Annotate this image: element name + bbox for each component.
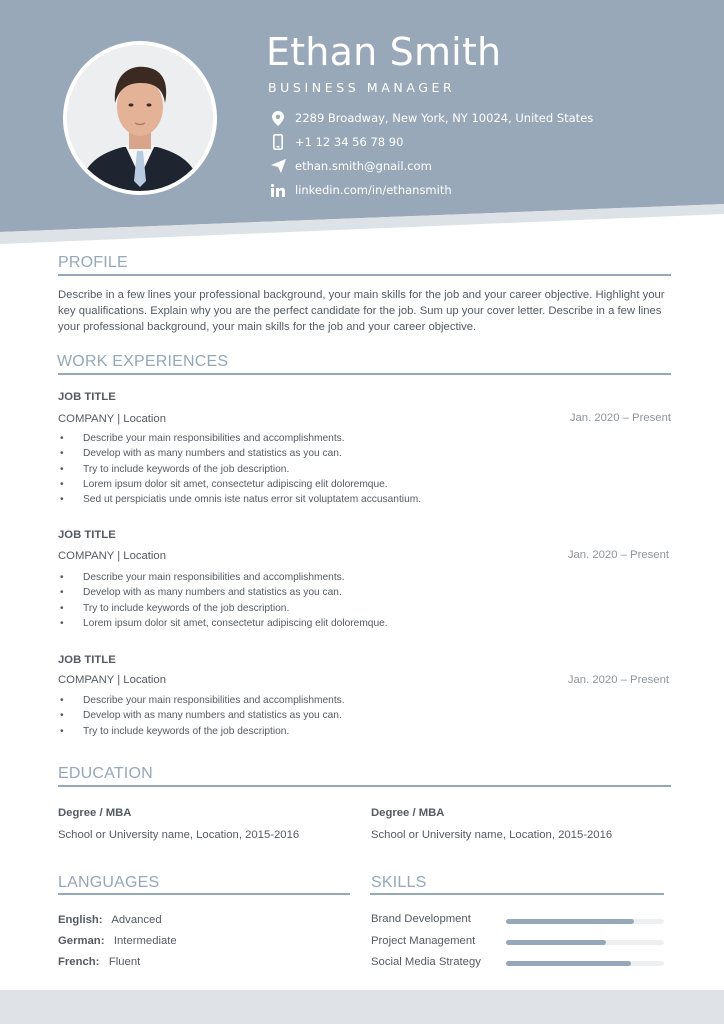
profile-rule	[58, 274, 671, 276]
candidate-role: BUSINESS MANAGER	[268, 80, 456, 95]
job-date: Jan. 2020 – Present	[567, 674, 669, 686]
contact-linkedin-text: linkedin.com/in/ethansmith	[295, 183, 452, 197]
language-name: German:	[58, 935, 105, 947]
skill-bar-fill	[506, 919, 634, 924]
job-title: JOB TITLE	[58, 529, 116, 541]
location-pin-icon	[269, 110, 287, 126]
education-degree: Degree / MBA	[58, 807, 132, 819]
language-level: Advanced	[111, 914, 162, 926]
job-date: Jan. 2020 – Present	[569, 412, 671, 424]
profile-photo	[63, 41, 217, 195]
list-item: • Describe your main responsibilities and accomplishments.	[58, 431, 421, 446]
skill-bar-fill	[506, 961, 631, 966]
list-item: • Describe your main responsibilities and accomplishments.	[58, 693, 345, 708]
contact-phone-text: +1 12 34 56 78 90	[295, 135, 404, 149]
contact-email-text: ethan.smith@gnail.com	[295, 159, 432, 173]
language-level: Fluent	[108, 956, 141, 968]
job-title: JOB TITLE	[58, 654, 116, 666]
list-item: • Develop with as many numbers and statistics as you can.	[58, 446, 421, 461]
contact-phone	[269, 134, 403, 150]
work-heading: WORK EXPERIENCES	[57, 353, 229, 370]
language-level: Intermediate	[113, 935, 177, 947]
contact-address	[269, 110, 593, 126]
job-company: COMPANY | Location	[58, 674, 166, 686]
skill-name: Brand Development	[371, 913, 471, 925]
job-bullets	[58, 431, 421, 507]
education-rule	[58, 785, 671, 787]
skill-bar-fill	[506, 940, 606, 945]
list-item: • Lorem ipsum dolor sit amet, consectetur adipiscing elit doloremque.	[58, 616, 388, 631]
education-school: School or University name, Location, 2015-2016	[371, 829, 613, 841]
list-item: • Develop with as many numbers and statistics as you can.	[58, 585, 388, 600]
portrait-illustration	[67, 45, 213, 191]
language-item	[58, 935, 177, 947]
language-item	[58, 914, 162, 926]
contact-address-text: 2289 Broadway, New York, NY 10024, United States	[295, 111, 594, 125]
skills-heading: SKILLS	[371, 874, 427, 891]
send-icon	[269, 158, 287, 174]
education-heading: EDUCATION	[58, 765, 153, 782]
skills-rule	[370, 893, 664, 895]
language-name: English:	[58, 914, 103, 926]
skill-bar	[506, 940, 664, 945]
skill-name: Project Management	[371, 935, 476, 947]
skill-bar	[506, 961, 664, 966]
education-school: School or University name, Location, 2015-2016	[58, 829, 300, 841]
education-degree: Degree / MBA	[371, 807, 445, 819]
profile-heading: PROFILE	[58, 254, 128, 271]
list-item: • Try to include keywords of the job description.	[58, 601, 388, 616]
list-item: • Develop with as many numbers and statistics as you can.	[58, 708, 345, 723]
work-rule	[58, 373, 671, 375]
languages-heading: LANGUAGES	[58, 874, 160, 891]
footer-band	[0, 990, 724, 1024]
contact-email[interactable]	[269, 158, 432, 174]
contact-linkedin[interactable]	[269, 182, 452, 198]
language-name: French:	[58, 956, 100, 968]
languages-rule	[58, 893, 350, 895]
job-title: JOB TITLE	[58, 391, 116, 403]
profile-text: Describe in a few lines your professional background, your main skills for the job and your career objective. Highlight your key qualifications. Explain why you are the perfect candidate for the job. Sum up your cover letter. Describe in a few lines your professional background, your main skills for the job and your career objective.	[58, 289, 665, 333]
candidate-name: Ethan Smith	[266, 30, 502, 74]
phone-icon	[269, 134, 287, 150]
job-bullets	[58, 570, 388, 631]
list-item: • Sed ut perspiciatis unde omnis iste natus error sit voluptatem accusantium.	[58, 492, 421, 507]
list-item: • Try to include keywords of the job description.	[58, 724, 345, 739]
skill-bar	[506, 919, 664, 924]
list-item: • Describe your main responsibilities and accomplishments.	[58, 570, 388, 585]
job-date: Jan. 2020 – Present	[567, 549, 669, 561]
list-item: • Try to include keywords of the job description.	[58, 462, 421, 477]
job-bullets	[58, 693, 345, 739]
skill-name: Social Media Strategy	[371, 956, 481, 968]
linkedin-icon	[269, 182, 287, 198]
language-item	[58, 956, 140, 968]
job-company: COMPANY | Location	[58, 413, 166, 425]
list-item: • Lorem ipsum dolor sit amet, consectetur adipiscing elit doloremque.	[58, 477, 421, 492]
job-company: COMPANY | Location	[58, 550, 166, 562]
